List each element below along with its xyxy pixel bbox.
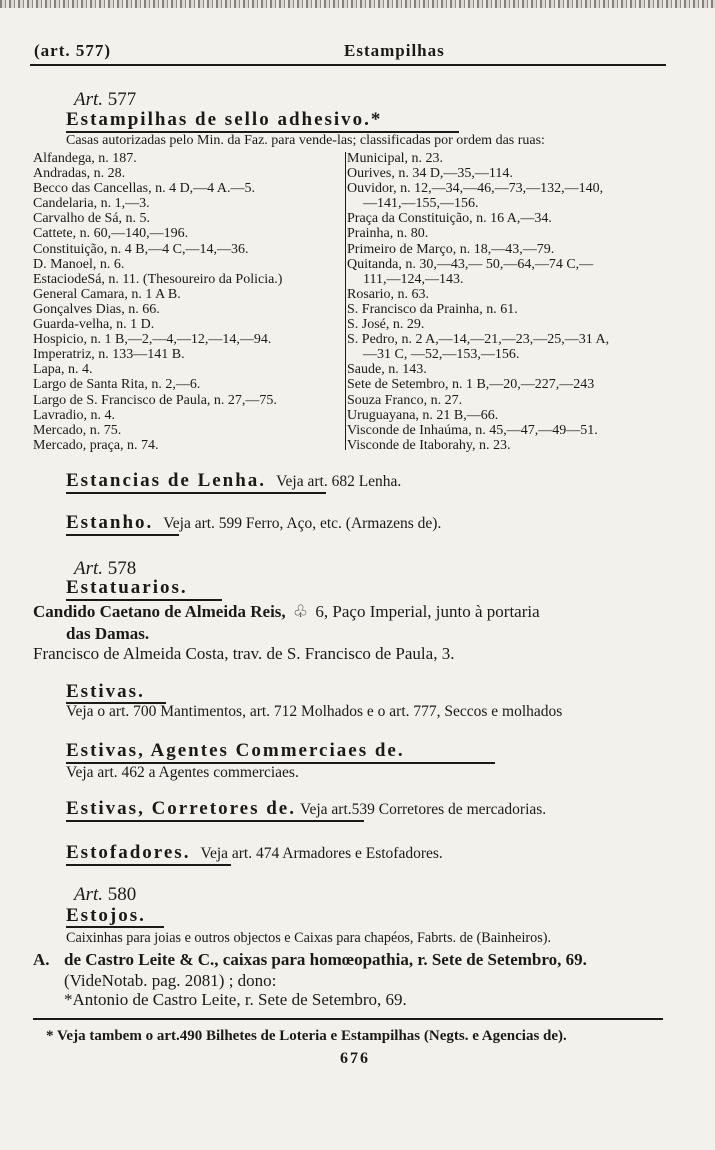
- art-label: Art.: [74, 89, 104, 110]
- section-rule: [66, 926, 164, 928]
- art-577-label: [74, 89, 136, 111]
- decoration-symbol: ♧: [292, 602, 309, 621]
- list-item: Lapa, n. 4.: [33, 362, 93, 378]
- section-text: Veja o art. 700 Mantimentos, art. 712 Molhados e o art. 777, Seccos e molhados: [66, 703, 563, 720]
- section-intro: Caixinhas para joias e outros objectos e Caixas para chapéos, Fabrts. de (Bainheiros).: [66, 930, 551, 946]
- list-item: Saude, n. 143.: [347, 362, 427, 378]
- list-item: —141,—155,—156.: [363, 196, 479, 212]
- art-number: 580: [107, 884, 137, 905]
- list-item: Lavradio, n. 4.: [33, 407, 116, 423]
- list-item: Hospicio, n. 1 B,—2,—4,—12,—14,—94.: [33, 332, 272, 348]
- person-name: Candido Caetano de Almeida Reis,: [33, 602, 286, 621]
- list-item: Municipal, n. 23.: [347, 151, 444, 166]
- section-title: Estofadores.: [66, 842, 191, 863]
- section-title: Estivas, Corretores de.: [66, 798, 296, 819]
- estatuarios-entry-1-cont: das Damas.: [66, 624, 150, 643]
- list-item: Largo de S. Francisco de Paula, n. 27,—75.: [33, 392, 277, 408]
- list-item: S. José, n. 29.: [347, 317, 425, 333]
- column-divider: [345, 152, 346, 450]
- list-item: Ourives, n. 34 D,—35,—114.: [347, 166, 513, 182]
- list-item: Cattete, n. 60,—140,—196.: [33, 226, 189, 242]
- art-label: Art.: [74, 558, 104, 579]
- estatuarios-entry-1: [33, 602, 540, 622]
- section-text: Veja art. 599 Ferro, Aço, etc. (Armazens de).: [163, 515, 442, 532]
- section-text: Veja art. 474 Armadores e Estofadores.: [200, 845, 443, 862]
- page-number: 676: [340, 1050, 370, 1067]
- list-item: Candelaria, n. 1,—3.: [33, 196, 150, 212]
- list-item: Andradas, n. 28.: [33, 166, 126, 182]
- list-item: Carvalho de Sá, n. 5.: [33, 211, 151, 227]
- estojos-entry-a-line2: (VideNotab. pag. 2081) ; dono:: [64, 971, 277, 990]
- section-title-estojos: Estojos.: [66, 905, 146, 926]
- list-item: —31 C, —52,—153,—156.: [363, 347, 520, 363]
- page-edge-noise: [0, 0, 715, 8]
- list-item: Sete de Setembro, n. 1 B,—20,—227,—243: [347, 377, 595, 393]
- entry-estofadores: [66, 842, 443, 864]
- list-item: Mercado, praça, n. 74.: [33, 437, 159, 453]
- section-rule: [66, 864, 231, 866]
- list-item: EstaciodeSá, n. 11. (Thesoureiro da Policia.): [33, 271, 283, 287]
- section-rule: [66, 492, 326, 494]
- list-item: Ouvidor, n. 12,—34,—46,—73,—132,—140,: [347, 181, 604, 197]
- list-item: Largo de Santa Rita, n. 2,—6.: [33, 377, 201, 393]
- section-title: Estanho.: [66, 512, 154, 533]
- footnote: * Veja tambem o art.490 Bilhetes de Loteria e Estampilhas (Negts. e Agencias de).: [46, 1028, 567, 1044]
- entry-estivas-corretores: [66, 798, 546, 820]
- list-item: Praça da Constituição, n. 16 A,—34.: [347, 211, 552, 227]
- entry-text: de Castro Leite & C., caixas para homœopathia, r. Sete de Setembro, 69.: [64, 950, 587, 969]
- list-item: Mercado, n. 75.: [33, 422, 122, 438]
- section-title: Estancias de Lenha.: [66, 470, 267, 491]
- list-item: S. Pedro, n. 2 A,—14,—21,—23,—25,—31 A,: [347, 332, 610, 348]
- street-list-left: [33, 151, 282, 453]
- list-item: Gonçalves Dias, n. 66.: [33, 301, 160, 317]
- header-rule: [30, 64, 666, 66]
- list-item: Souza Franco, n. 27.: [347, 392, 463, 408]
- art-label: Art.: [74, 884, 104, 905]
- section-title-estivas: Estivas.: [66, 681, 145, 702]
- estojos-entry-a-line1: [64, 950, 587, 970]
- list-item: Becco das Cancellas, n. 4 D,—4 A.—5.: [33, 181, 256, 197]
- list-item: 111,—124,—143.: [363, 271, 464, 287]
- list-item: D. Manoel, n. 6.: [33, 256, 125, 272]
- section-rule: [66, 534, 179, 536]
- section-text: Veja art. 682 Lenha.: [276, 473, 402, 490]
- entry-address: 6, Paço Imperial, junto à portaria: [315, 602, 540, 621]
- list-item: General Camara, n. 1 A B.: [33, 286, 181, 302]
- entry-estancias: [66, 470, 401, 492]
- header-article-ref: (art. 577): [34, 41, 112, 60]
- footnote-rule: [33, 1018, 663, 1020]
- art-580-label: [74, 884, 136, 906]
- list-item: Visconde de Inhaúma, n. 45,—47,—49—51.: [347, 422, 598, 438]
- art-number: 578: [107, 558, 137, 579]
- list-item: Alfandega, n. 187.: [33, 151, 137, 166]
- section-rule: [66, 820, 364, 822]
- section-title-estampilhas: Estampilhas de sello adhesivo.*: [66, 109, 383, 130]
- section-rule: [66, 599, 222, 601]
- estojos-entry-a-line3: *Antonio de Castro Leite, r. Sete de Setembro, 69.: [64, 990, 407, 1009]
- list-item: Uruguayana, n. 21 B,—66.: [347, 407, 499, 423]
- list-item: Primeiro de Março, n. 18,—43,—79.: [347, 241, 555, 257]
- header-title: Estampilhas: [344, 41, 445, 60]
- art-number: 577: [107, 89, 137, 110]
- list-item: Constituição, n. 4 B,—4 C,—14,—36.: [33, 241, 249, 257]
- list-item: Visconde de Itaborahy, n. 23.: [347, 437, 511, 453]
- street-list-right: [347, 151, 609, 453]
- section-title-estivas-agentes: Estivas, Agentes Commerciaes de.: [66, 740, 405, 761]
- entry-estanho: [66, 512, 441, 534]
- list-item: Quitanda, n. 30,—43,— 50,—64,—74 C,—: [347, 256, 594, 272]
- list-item: S. Francisco da Prainha, n. 61.: [347, 301, 518, 317]
- section-title-estatuarios: Estatuarios.: [66, 577, 188, 598]
- section-intro: Casas autorizadas pelo Min. da Faz. para vende-las; classificadas por ordem das ruas:: [66, 133, 545, 148]
- estatuarios-entry-2: Francisco de Almeida Costa, trav. de S. Francisco de Paula, 3.: [33, 644, 455, 663]
- list-item: Prainha, n. 80.: [347, 226, 429, 242]
- list-item: Rosario, n. 63.: [347, 286, 430, 302]
- list-item: Guarda-velha, n. 1 D.: [33, 317, 155, 333]
- list-item: Imperatriz, n. 133—141 B.: [33, 347, 185, 363]
- section-text: Veja art.539 Corretores de mercadorias.: [300, 801, 547, 818]
- section-text: Veja art. 462 a Agentes commerciaes.: [66, 764, 299, 781]
- entry-marker: A.: [33, 950, 50, 969]
